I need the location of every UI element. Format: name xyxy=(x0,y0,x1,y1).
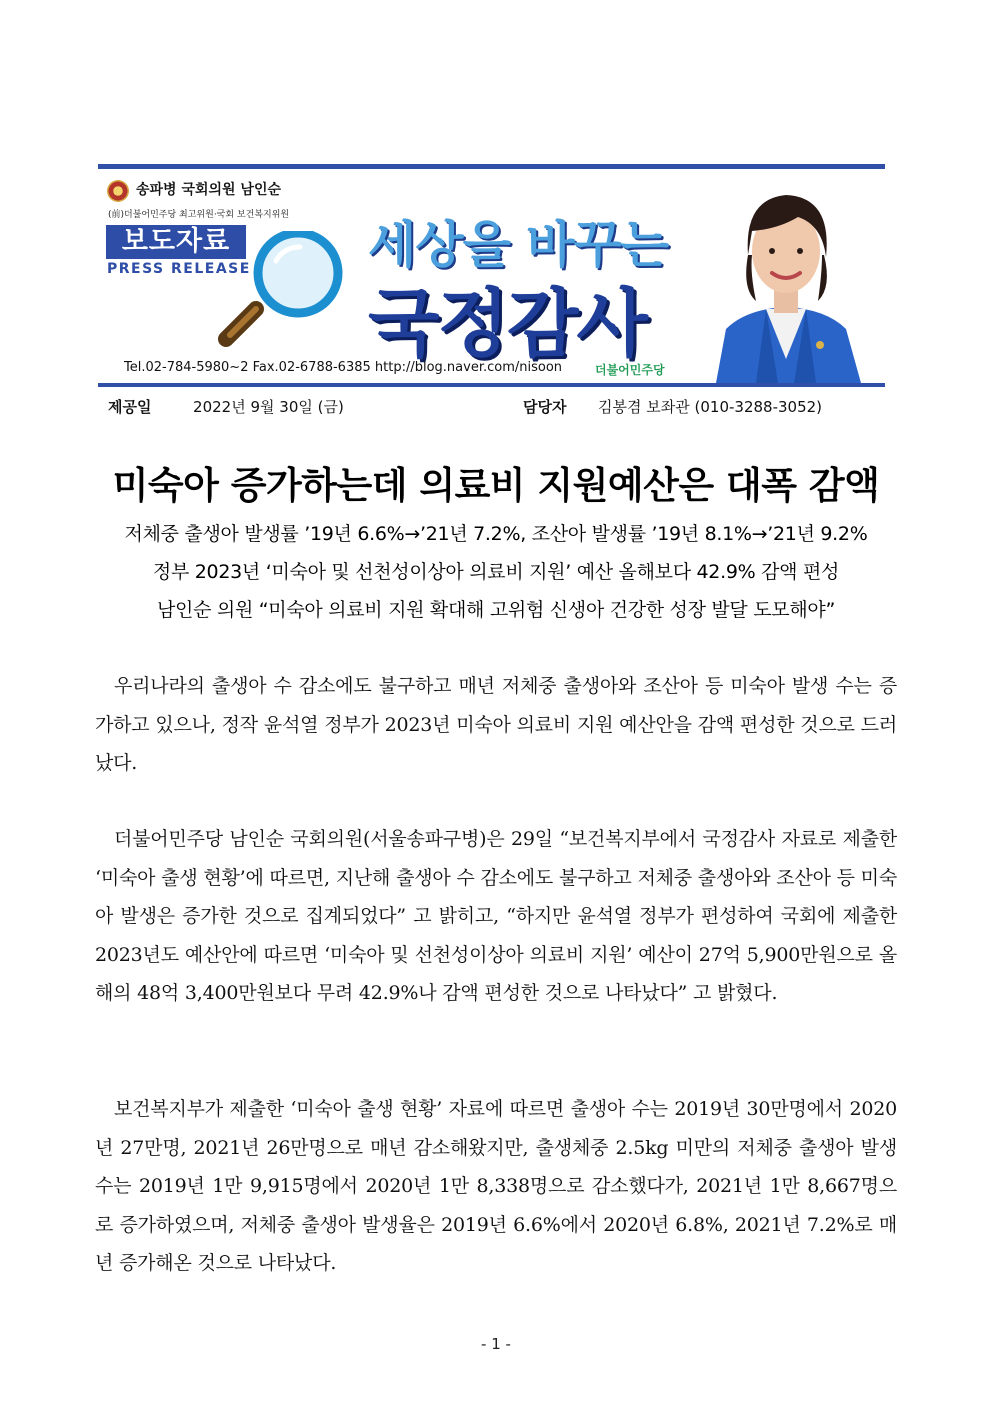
page-number: - 1 - xyxy=(481,1335,511,1353)
press-release-label: 보도자료 xyxy=(106,225,246,259)
press-release-english: PRESS RELEASE xyxy=(107,261,251,277)
org-subtitle: (前)더불어민주당 최고위원·국회 보건복지위원 xyxy=(108,210,290,220)
release-date xyxy=(108,396,344,417)
contact-info: Tel.02-784-5980~2 Fax.02-6788-6385 http://blog.naver.com/nisoon xyxy=(124,360,563,375)
subtitle-line: 정부 2023년 ‘미숙아 및 선천성이상아 의료비 지원’ 예산 올해보다 42.9% 감액 편성 xyxy=(152,561,840,583)
party-logo: 더불어민주당 xyxy=(595,363,665,377)
body-paragraph: 더불어민주당 남인순 국회의원(서울송파구병)은 29일 “보건복지부에서 국정감사 자료로 제출한 ‘미숙아 출생 현황’에 따르면, 지난해 출생아 수 감소에도 불구하고 저체중 출생아와 조산아 등 미숙아 발생은 증가한 것으로 집계되었다” 고 밝히고, “하지만 윤석열 정부가 편성하여 국회에 제출한 2023년도 예산안에 따르면 ‘미숙아 및 선천성이상아 의료비 지원’ 예산이 27억 5,900만원으로 올해의 48억 3,400만원보다 무려 42.9%나 감액 편성한 것으로 나타났다” 고 밝혔다. xyxy=(95,828,897,1004)
headline: 미숙아 증가하는데 의료비 지원예산은 대폭 감액 xyxy=(112,464,880,507)
subtitle-line: 저체중 출생아 발생률 ’19년 6.6%→’21년 7.2%, 조산아 발생률 ’19년 8.1%→’21년 9.2% xyxy=(124,523,868,545)
org-name: 송파병 국회의원 남인순 xyxy=(136,182,281,198)
contact-person xyxy=(523,396,822,417)
press-release-banner xyxy=(98,164,885,387)
subtitle-line: 남인순 의원 “미숙아 의료비 지원 확대해 고위험 신생아 건강한 성장 발달 도모해야” xyxy=(156,599,835,621)
magnifier-icon xyxy=(218,231,358,351)
slogan-line-2: 국정감사 xyxy=(368,281,646,367)
release-date-label: 제공일 xyxy=(108,398,152,416)
body-paragraph: 우리나라의 출생아 수 감소에도 불구하고 매년 저체중 출생아와 조산아 등 미숙아 발생 수는 증가하고 있으나, 정작 윤석열 정부가 2023년 미숙아 의료비 지원 예산안을 감액 편성한 것으로 드러났다. xyxy=(95,675,897,774)
release-date-value: 2022년 9월 30일 (금) xyxy=(193,398,344,416)
lawmaker-portrait xyxy=(686,169,885,383)
assembly-seal-icon xyxy=(107,180,129,202)
slogan-line-1: 세상을 바꾸는 xyxy=(368,216,669,274)
contact-person-label: 담당자 xyxy=(523,398,567,416)
contact-person-value: 김봉겸 보좌관 (010-3288-3052) xyxy=(598,398,823,416)
body-paragraph: 보건복지부가 제출한 ‘미숙아 출생 현황’ 자료에 따르면 출생아 수는 2019년 30만명에서 2020년 27만명, 2021년 26만명으로 매년 감소해왔지만, 출생체중 2.5kg 미만의 저체중 출생아 발생 수는 2019년 1만 9,915명에서 2020년 1만 8,338명으로 감소했다가, 2021년 1만 8,667명으로 증가하였으며, 저체중 출생아 발생율은 2019년 6.6%에서 2020년 6.8%, 2021년 7.2%로 매년 증가해온 것으로 나타났다. xyxy=(95,1098,897,1274)
